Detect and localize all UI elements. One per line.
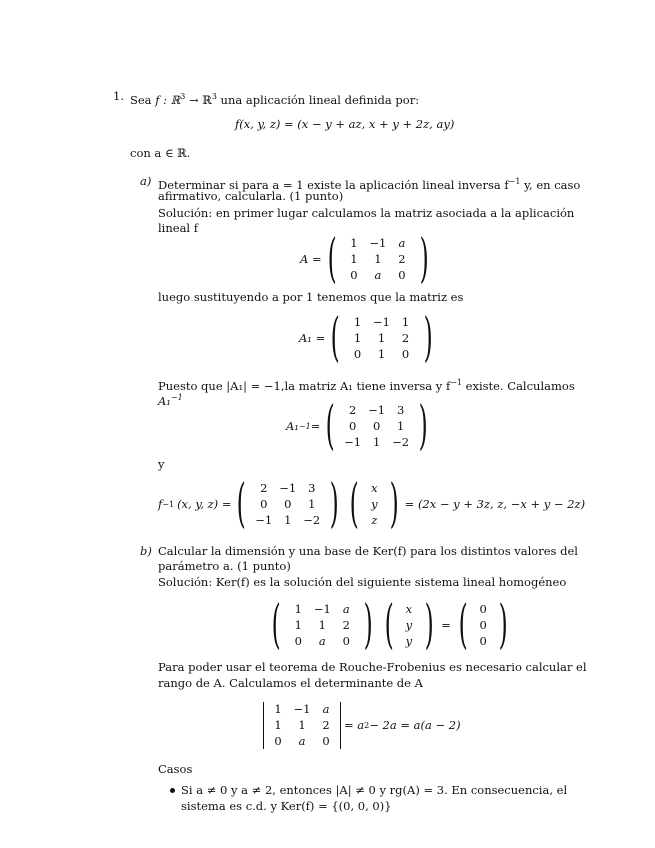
conjunction-y: y bbox=[158, 457, 165, 471]
rouche-text-line2: rango de A. Calculamos el determinante de A bbox=[158, 676, 423, 690]
matrix-A-equation: A = ( 1 −1 a 1 1 2 0 a 0 ) bbox=[300, 233, 434, 285]
matrix-A: ( 1 −1 a 1 1 2 0 a 0 ) bbox=[327, 229, 429, 289]
case1-line1: Si a ≠ 0 y a ≠ 2, entonces |A| ≠ 0 y rg(A) = 3. En consecuencia, el bbox=[181, 783, 568, 797]
part-a-statement-line2: afirmativo, calcularla. (1 punto) bbox=[158, 189, 344, 203]
matrix-A1-inverse: ( 2 −1 3 0 0 1 −1 1 −2 ) bbox=[325, 396, 428, 456]
parameter-condition: con a ∈ ℝ. bbox=[130, 146, 191, 160]
rouche-text-line1: Para poder usar el teorema de Rouche-Frobenius es necesario calcular el bbox=[158, 660, 587, 674]
inverse-matrix: ( 2 −1 3 0 0 1 −1 1 −2 ) bbox=[237, 474, 339, 534]
matrix-A1-equation: A₁ = ( 1 −1 1 1 1 2 0 1 0 ) bbox=[299, 312, 438, 364]
problem-number: 1. bbox=[113, 89, 124, 103]
cases-heading: Casos bbox=[158, 762, 193, 776]
system-matrix: ( 1 −1 a 1 1 2 0 a 0 ) bbox=[271, 595, 374, 655]
definition-equation: f(x, y, z) = (x − y + az, x + y + 2z, ay) bbox=[235, 117, 455, 131]
inverse-function-equation: f −1 (x, y, z) = ( 2 −1 3 0 0 1 −1 1 −2 ) ( x y z ) = (2x − y + 3z, z, −x + y − 2z) bbox=[158, 474, 586, 534]
part-b-label: b) bbox=[140, 544, 152, 558]
determinant-equation: 1 −1 a 1 1 2 0 a 0 = a 2 − 2a = a(a − 2) bbox=[263, 702, 461, 749]
problem-intro: Sea f : ℝ$^3$ → ℝ$^3$ una aplicación lineal definida por: bbox=[130, 92, 420, 107]
system-variable-vector: ( x y y ) bbox=[384, 595, 434, 655]
part-b-statement-line2: parámetro a. (1 punto) bbox=[158, 559, 291, 573]
determinant-matrix: 1 −1 a 1 1 2 0 a 0 bbox=[263, 702, 341, 749]
case-bullet bbox=[170, 788, 175, 793]
matrix-A1-inverse-equation: A₁ −1 = ( 2 −1 3 0 0 1 −1 1 −2 ) bbox=[286, 400, 433, 452]
part-a-solution-line2: lineal f bbox=[158, 221, 199, 235]
part-a-solution-line1: Solución: en primer lugar calculamos la matriz asociada a la aplicación bbox=[158, 206, 575, 220]
homogeneous-system: ( 1 −1 a 1 1 2 0 a 0 ) ( x y y ) = ( 0 0 0 ) bbox=[266, 599, 513, 651]
substitution-text: luego sustituyendo a por 1 tenemos que la matriz es bbox=[158, 290, 464, 304]
matrix-A1: ( 1 −1 1 1 1 2 0 1 0 ) bbox=[330, 308, 433, 368]
determinant-statement: Puesto que |A₁| = −1,la matriz A₁ tiene inversa y $f^{-1}$ existe. Calculamos bbox=[158, 378, 575, 393]
part-a-statement-line1: Determinar si para a = 1 existe la aplicación lineal inversa $f^{-1}$ y, en caso bbox=[158, 177, 581, 192]
part-b-solution: Solución: Ker(f) es la solución del siguiente sistema lineal homogéneo bbox=[158, 575, 567, 589]
part-b-statement-line1: Calcular la dimensión y una base de Ker(f) para los distintos valores del bbox=[158, 544, 578, 558]
inverse-label: A₁$^{-1}$ bbox=[158, 393, 183, 408]
part-a-label: a) bbox=[140, 174, 152, 188]
case1-line2: sistema es c.d. y Ker(f) = {(0, 0, 0)} bbox=[181, 799, 392, 813]
zero-vector: ( 0 0 0 ) bbox=[458, 595, 508, 655]
variable-vector: ( x y z ) bbox=[349, 474, 400, 534]
